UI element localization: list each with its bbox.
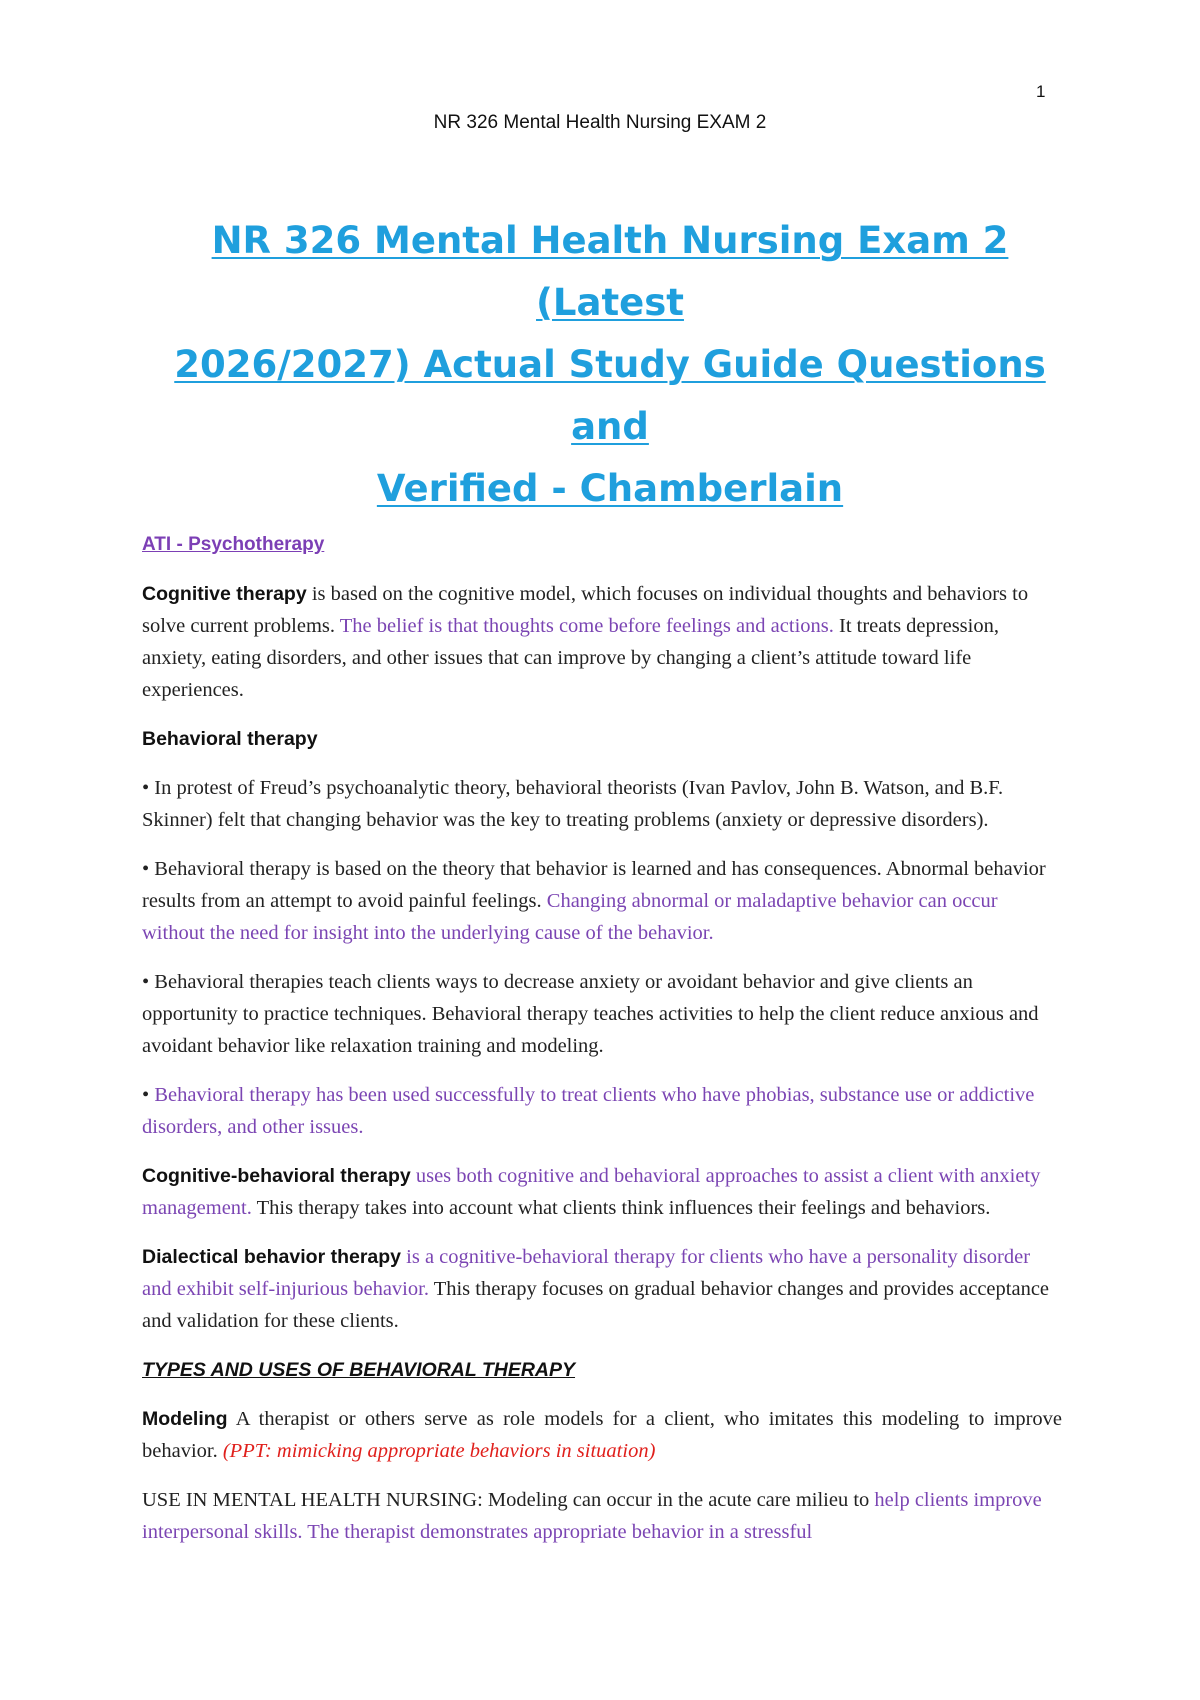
document-title	[140, 210, 1080, 520]
bullet-phobias	[142, 1079, 1062, 1143]
page-number: 1	[1036, 82, 1046, 101]
bullet-learned-highlight: Changing abnormal or maladaptive behavior can occur without the need for insight into the underlying cause of the behavior.	[142, 890, 998, 944]
use-mh-highlight: help clients improve interpersonal skills. The therapist demonstrates appropriate behavior in a stressful	[142, 1489, 1042, 1543]
use-mh-text: USE IN MENTAL HEALTH NURSING: Modeling can occur in the acute care milieu to	[142, 1489, 875, 1511]
title-line-3: Verified - Chamberlain	[376, 467, 844, 510]
dbt-text: This therapy focuses on gradual behavior changes and provides acceptance and validation for these clients.	[142, 1278, 1050, 1332]
term-cognitive-therapy: Cognitive therapy	[142, 583, 307, 605]
cognitive-highlight: The belief is that thoughts come before feelings and actions.	[339, 615, 834, 637]
section-heading-paragraph	[142, 528, 1062, 561]
paragraph-cognitive-therapy	[142, 578, 1062, 706]
bullet-learned-text: • Behavioral therapy is based on the theory that behavior is learned and has consequences. Abnormal behavior results from an attempt to avoid painful feelings.	[142, 858, 1046, 912]
cognitive-text-1: is based on the cognitive model, which focuses on individual thoughts and behaviors to solve current problems.	[142, 583, 1029, 637]
bullet-techniques: • Behavioral therapies teach clients ways to decrease anxiety or avoidant behavior and give clients an opportunity to practice techniques. Behavioral therapy teaches activities to help the client reduce anxious and avoidant behavior like relaxation training and modeling.	[142, 971, 1039, 1057]
bullet-learned-behavior	[142, 853, 1062, 949]
cbt-text: This therapy takes into account what clients think influences their feelings and behaviors.	[251, 1197, 991, 1219]
dbt-highlight: is a cognitive-behavioral therapy for clients who have a personality disorder and exhibit self-injurious behavior.	[142, 1246, 1031, 1300]
term-cbt: Cognitive-behavioral therapy	[142, 1165, 411, 1187]
title-line-1: NR 326 Mental Health Nursing Exam 2 (Latest	[211, 219, 1009, 324]
term-dbt: Dialectical behavior therapy	[142, 1246, 402, 1268]
cognitive-text-2: It treats depression, anxiety, eating disorders, and other issues that can improve by changing a client’s attitude toward life experiences.	[142, 615, 999, 701]
bullet-phobias-mark: •	[142, 1084, 155, 1106]
behavioral-therapy-heading	[142, 723, 1062, 755]
paragraph-cbt	[142, 1160, 1062, 1224]
paragraph-use-mental-health	[142, 1484, 1062, 1548]
title-line-2: 2026/2027) Actual Study Guide Questions and	[174, 343, 1046, 448]
paragraph-modeling	[142, 1403, 1062, 1467]
term-modeling: Modeling	[142, 1408, 228, 1430]
modeling-ppt-note: (PPT: mimicking appropriate behaviors in situation)	[222, 1440, 656, 1462]
section-heading-link[interactable]: ATI - Psychotherapy	[142, 534, 325, 555]
bullet-freud: • In protest of Freud’s psychoanalytic theory, behavioral theorists (Ivan Pavlov, John B. Watson, and B.F. Skinner) felt that changing behavior was the key to treating problems (anxiety or depressive disorders).	[142, 777, 1004, 831]
types-heading: TYPES AND USES OF BEHAVIORAL THERAPY	[142, 1359, 576, 1381]
running-head: NR 326 Mental Health Nursing EXAM 2	[433, 112, 767, 133]
cbt-highlight: uses both cognitive and behavioral approaches to assist a client with anxiety management.	[142, 1165, 1041, 1219]
term-behavioral-therapy: Behavioral therapy	[142, 728, 318, 750]
document-body	[142, 528, 1062, 1565]
paragraph-dbt	[142, 1241, 1062, 1337]
modeling-text: A therapist or others serve as role models for a client, who imitates this modeling to improve behavior.	[142, 1408, 1062, 1462]
bullet-phobias-highlight: Behavioral therapy has been used successfully to treat clients who have phobias, substance use or addictive disorders, and other issues.	[142, 1084, 1035, 1138]
types-heading-paragraph	[142, 1354, 1062, 1386]
